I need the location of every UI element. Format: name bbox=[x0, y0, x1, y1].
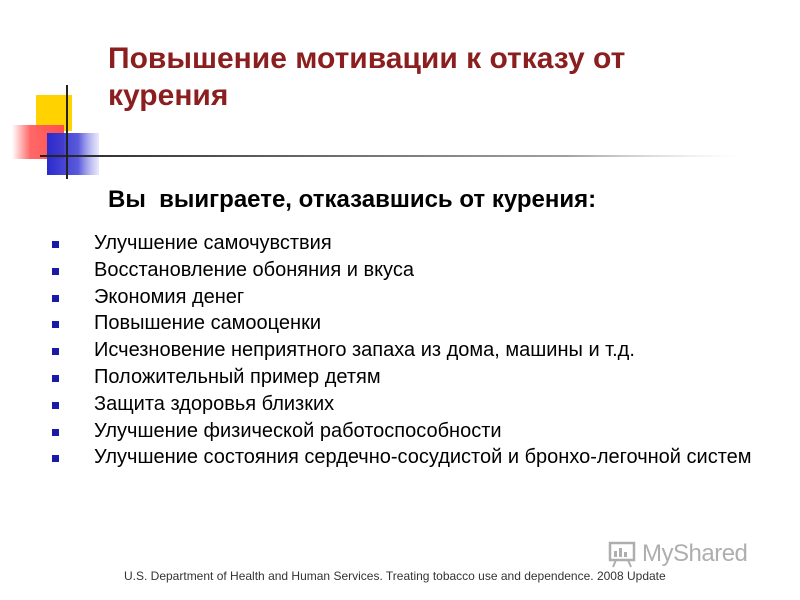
list-item-text: Защита здоровья близких bbox=[94, 392, 335, 415]
bullet-square-icon bbox=[52, 348, 59, 355]
bullet-square-icon bbox=[52, 455, 59, 462]
blue-square bbox=[47, 133, 99, 175]
list-item bbox=[44, 339, 764, 361]
list-item-text: Улучшение физической работоспособности bbox=[94, 419, 502, 442]
list-item bbox=[44, 393, 764, 415]
list-item-text: Экономия денег bbox=[94, 285, 245, 308]
bullet-square-icon bbox=[52, 295, 59, 302]
list-item-text: Улучшение самочувствия bbox=[94, 232, 332, 254]
bullet-square-icon bbox=[52, 402, 59, 409]
horizontal-rule bbox=[40, 155, 740, 157]
list-item-text: Положительный пример детям bbox=[94, 365, 381, 388]
bullet-square-icon bbox=[52, 429, 59, 436]
list-item-text: Улучшение состояния сердечно-сосудистой и бронхо-легочной систем bbox=[94, 446, 752, 469]
list-item-text: Восстановление обоняния и вкуса bbox=[94, 258, 414, 281]
slide-title: Повышение мотивации к отказу от курения bbox=[108, 42, 626, 112]
list-item bbox=[44, 286, 764, 308]
list-item bbox=[44, 312, 764, 334]
bullet-square-icon bbox=[52, 241, 59, 248]
presentation-board-icon bbox=[608, 540, 636, 568]
list-item bbox=[44, 232, 764, 254]
benefits-list bbox=[44, 232, 764, 473]
bullet-square-icon bbox=[52, 268, 59, 275]
slide-subtitle: Вы выиграете, отказавшись от курения: bbox=[108, 186, 597, 213]
list-item bbox=[44, 420, 764, 442]
list-item-text: Повышение самооценки bbox=[94, 312, 322, 335]
list-item bbox=[44, 366, 764, 388]
vertical-rule bbox=[66, 85, 68, 179]
source-citation: U.S. Department of Health and Human Services. Treating tobacco use and dependence. 2008 Update bbox=[124, 569, 666, 583]
list-item-text: Исчезновение неприятного запаха из дома, машины и т.д. bbox=[94, 339, 635, 362]
bullet-square-icon bbox=[52, 375, 59, 382]
watermark-text: MyShared bbox=[642, 540, 748, 567]
list-item bbox=[44, 259, 764, 281]
list-item bbox=[44, 446, 764, 468]
bullet-square-icon bbox=[52, 321, 59, 328]
myshared-watermark bbox=[608, 539, 747, 569]
